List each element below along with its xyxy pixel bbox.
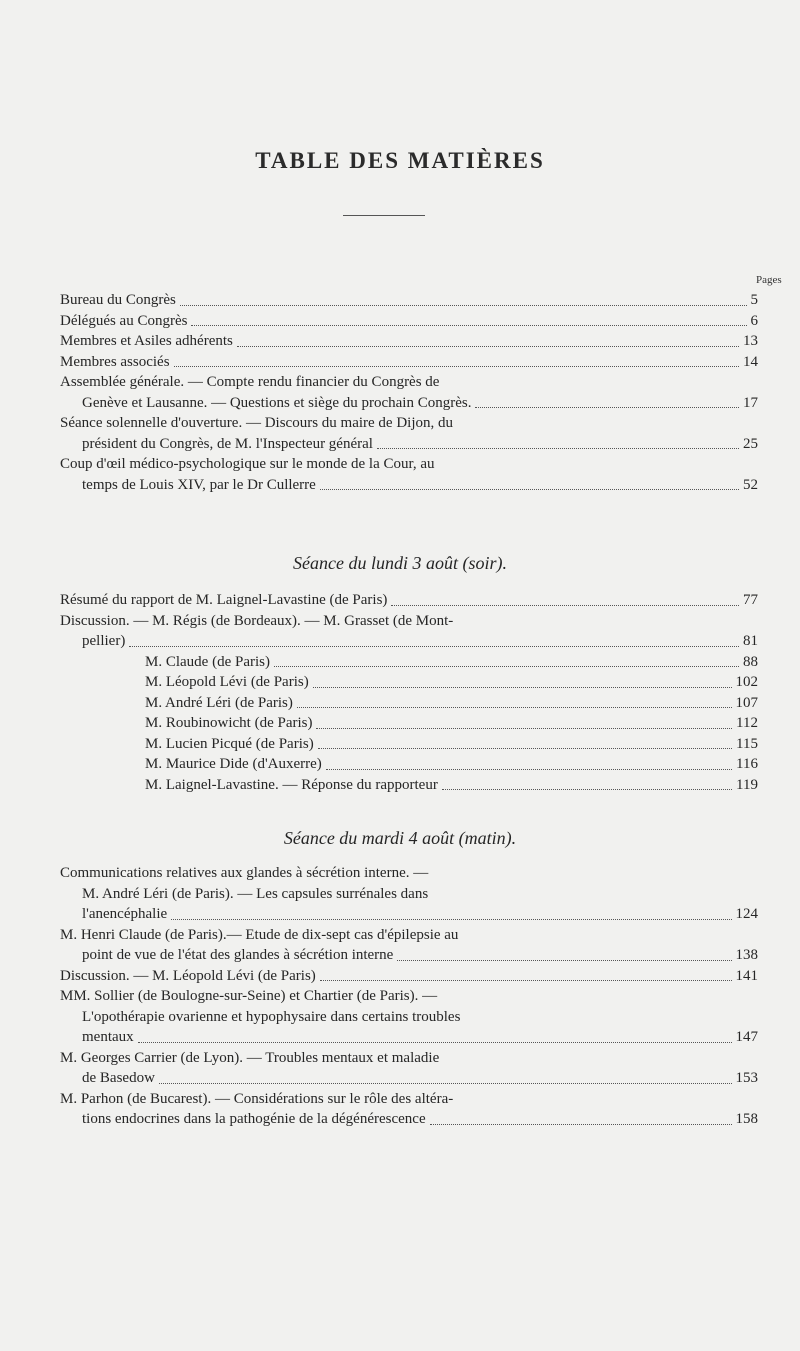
dot-leader — [326, 769, 732, 770]
toc-entry-page: 158 — [735, 1111, 758, 1127]
dot-leader — [237, 346, 739, 347]
dot-leader — [174, 366, 739, 367]
toc-entry-text: Discussion. — M. Régis (de Bordeaux). — M. Grasset (de Mont- — [60, 612, 454, 629]
toc-entry — [60, 1089, 758, 1130]
toc-entry-text: tions endocrines dans la pathogénie de la dégénérescence — [82, 1111, 426, 1127]
dot-leader — [129, 646, 739, 647]
toc-entry — [145, 713, 758, 734]
toc-entry-text: Communications relatives aux glandes à sécrétion interne. — — [60, 865, 429, 881]
toc-entry — [60, 590, 758, 611]
toc-part-1 — [60, 290, 758, 495]
toc-entry — [60, 352, 758, 373]
toc-entry-text: Membres associés — [60, 353, 170, 370]
dot-leader — [274, 666, 739, 667]
toc-entry-page: 147 — [735, 1029, 758, 1045]
toc-entry — [145, 734, 758, 755]
toc-entry-text: Délégués au Congrès — [60, 312, 188, 329]
toc-entry — [145, 672, 758, 693]
toc-entry-text: de Basedow — [82, 1070, 155, 1086]
toc-entry-page: 5 — [750, 292, 758, 308]
toc-entry-text: M. André Léri (de Paris) — [145, 694, 293, 711]
toc-entry-text: M. Roubinowicht (de Paris) — [145, 715, 313, 731]
toc-entry-text: M. Léopold Lévi (de Paris) — [145, 674, 309, 690]
pages-column-header: Pages — [756, 274, 782, 286]
toc-entry-page: 112 — [736, 715, 758, 731]
toc-entry-page: 52 — [743, 476, 758, 493]
dot-leader — [320, 980, 732, 981]
toc-entry — [60, 611, 758, 652]
toc-entry-page: 6 — [750, 312, 758, 329]
toc-entry-page: 119 — [736, 776, 758, 793]
toc-entry-text: président du Congrès, de M. l'Inspecteur général — [82, 435, 373, 452]
dot-leader — [159, 1083, 732, 1084]
toc-entry-page: 107 — [735, 694, 758, 711]
section-heading-mardi: Séance du mardi 4 août (matin). — [283, 828, 517, 848]
toc-entry-text: MM. Sollier (de Boulogne-sur-Seine) et Chartier (de Paris). — — [60, 988, 438, 1004]
toc-entry-text: L'opothérapie ovarienne et hypophysaire dans certains troubles — [82, 1008, 461, 1025]
toc-entry — [60, 925, 758, 966]
toc-entry — [60, 290, 758, 311]
toc-entry-page: 153 — [735, 1070, 758, 1086]
toc-entry-text: Discussion. — M. Léopold Lévi (de Paris) — [60, 967, 316, 984]
toc-entry-text: temps de Louis XIV, par le Dr Cullerre — [82, 476, 316, 493]
toc-entry-page: 116 — [736, 756, 758, 772]
toc-entry-text: M. Claude (de Paris) — [145, 653, 270, 670]
toc-part-2 — [60, 590, 758, 795]
toc-entry-page: 141 — [735, 967, 758, 984]
toc-entry-text: M. André Léri (de Paris). — Les capsules surrénales dans — [82, 885, 429, 902]
toc-entry — [60, 1048, 758, 1089]
dot-leader — [138, 1042, 732, 1043]
toc-entry-text: point de vue de l'état des glandes à sécrétion interne — [82, 947, 394, 963]
dot-leader — [397, 960, 731, 961]
toc-entry — [60, 372, 758, 413]
dot-leader — [391, 605, 739, 606]
toc-entry-text: l'anencéphalie — [82, 906, 168, 922]
toc-entry — [145, 754, 758, 775]
dot-leader — [320, 489, 739, 490]
toc-entry-text: Assemblée générale. — Compte rendu financier du Congrès de — [60, 374, 440, 390]
toc-entry-text: Genève et Lausanne. — Questions et siège du prochain Congrès. — [82, 394, 472, 411]
toc-entry-page: 17 — [743, 394, 758, 411]
dot-leader — [191, 325, 746, 326]
toc-entry-text: Membres et Asiles adhérents — [60, 333, 233, 349]
toc-entry — [60, 311, 758, 332]
toc-entry-page: 13 — [743, 333, 758, 349]
toc-entry-page: 138 — [735, 947, 758, 963]
toc-entry-page: 88 — [743, 653, 758, 670]
dot-leader — [180, 305, 747, 306]
toc-entry-page: 115 — [736, 735, 758, 752]
toc-entry-text: M. Lucien Picqué (de Paris) — [145, 735, 314, 752]
toc-entry-text: M. Georges Carrier (de Lyon). — Troubles mentaux et maladie — [60, 1049, 440, 1066]
dot-leader — [377, 448, 739, 449]
page-title: TABLE DES MATIÈRES — [255, 148, 545, 173]
toc-entry-page: 25 — [743, 435, 758, 452]
toc-part-3 — [60, 863, 758, 1130]
toc-entry-text: M. Laignel-Lavastine. — Réponse du rapporteur — [145, 776, 438, 793]
dot-leader — [318, 748, 732, 749]
toc-entry-text: Résumé du rapport de M. Laignel-Lavastine (de Paris) — [60, 592, 388, 608]
section-heading-lundi: Séance du lundi 3 août (soir). — [293, 553, 507, 573]
dot-leader — [442, 789, 732, 790]
toc-entry — [60, 454, 758, 495]
toc-entry — [60, 986, 758, 1048]
toc-entry-text: M. Parhon (de Bucarest). — Considérations sur le rôle des altéra- — [60, 1090, 454, 1107]
toc-entry — [145, 693, 758, 714]
dot-leader — [171, 919, 731, 920]
dot-leader — [297, 707, 732, 708]
toc-entry-text: M. Maurice Dide (d'Auxerre) — [145, 756, 322, 772]
toc-entry-page: 14 — [743, 353, 758, 370]
toc-entry — [60, 413, 758, 454]
dot-leader — [313, 687, 732, 688]
toc-entry-text: Coup d'œil médico-psychologique sur le monde de la Cour, au — [60, 456, 435, 472]
title-rule — [343, 215, 425, 216]
toc-entry-text: mentaux — [82, 1029, 134, 1045]
toc-entry — [60, 966, 758, 987]
toc-entry-text: M. Henri Claude (de Paris).— Etude de dix-sept cas d'épilepsie au — [60, 926, 459, 943]
toc-entry-page: 77 — [743, 592, 758, 608]
dot-leader — [475, 407, 739, 408]
toc-entry-text: pellier) — [82, 633, 126, 649]
toc-entry — [60, 863, 758, 925]
toc-entry-page: 124 — [735, 906, 758, 922]
toc-entry — [145, 652, 758, 673]
toc-entry-page: 102 — [735, 674, 758, 690]
dot-leader — [316, 728, 732, 729]
toc-entry-text: Séance solennelle d'ouverture. — Discours du maire de Dijon, du — [60, 415, 454, 431]
toc-entry — [60, 331, 758, 352]
toc-entry-page: 81 — [743, 633, 758, 649]
toc-entry — [145, 775, 758, 796]
dot-leader — [430, 1124, 732, 1125]
toc-entry-text: Bureau du Congrès — [60, 292, 176, 308]
